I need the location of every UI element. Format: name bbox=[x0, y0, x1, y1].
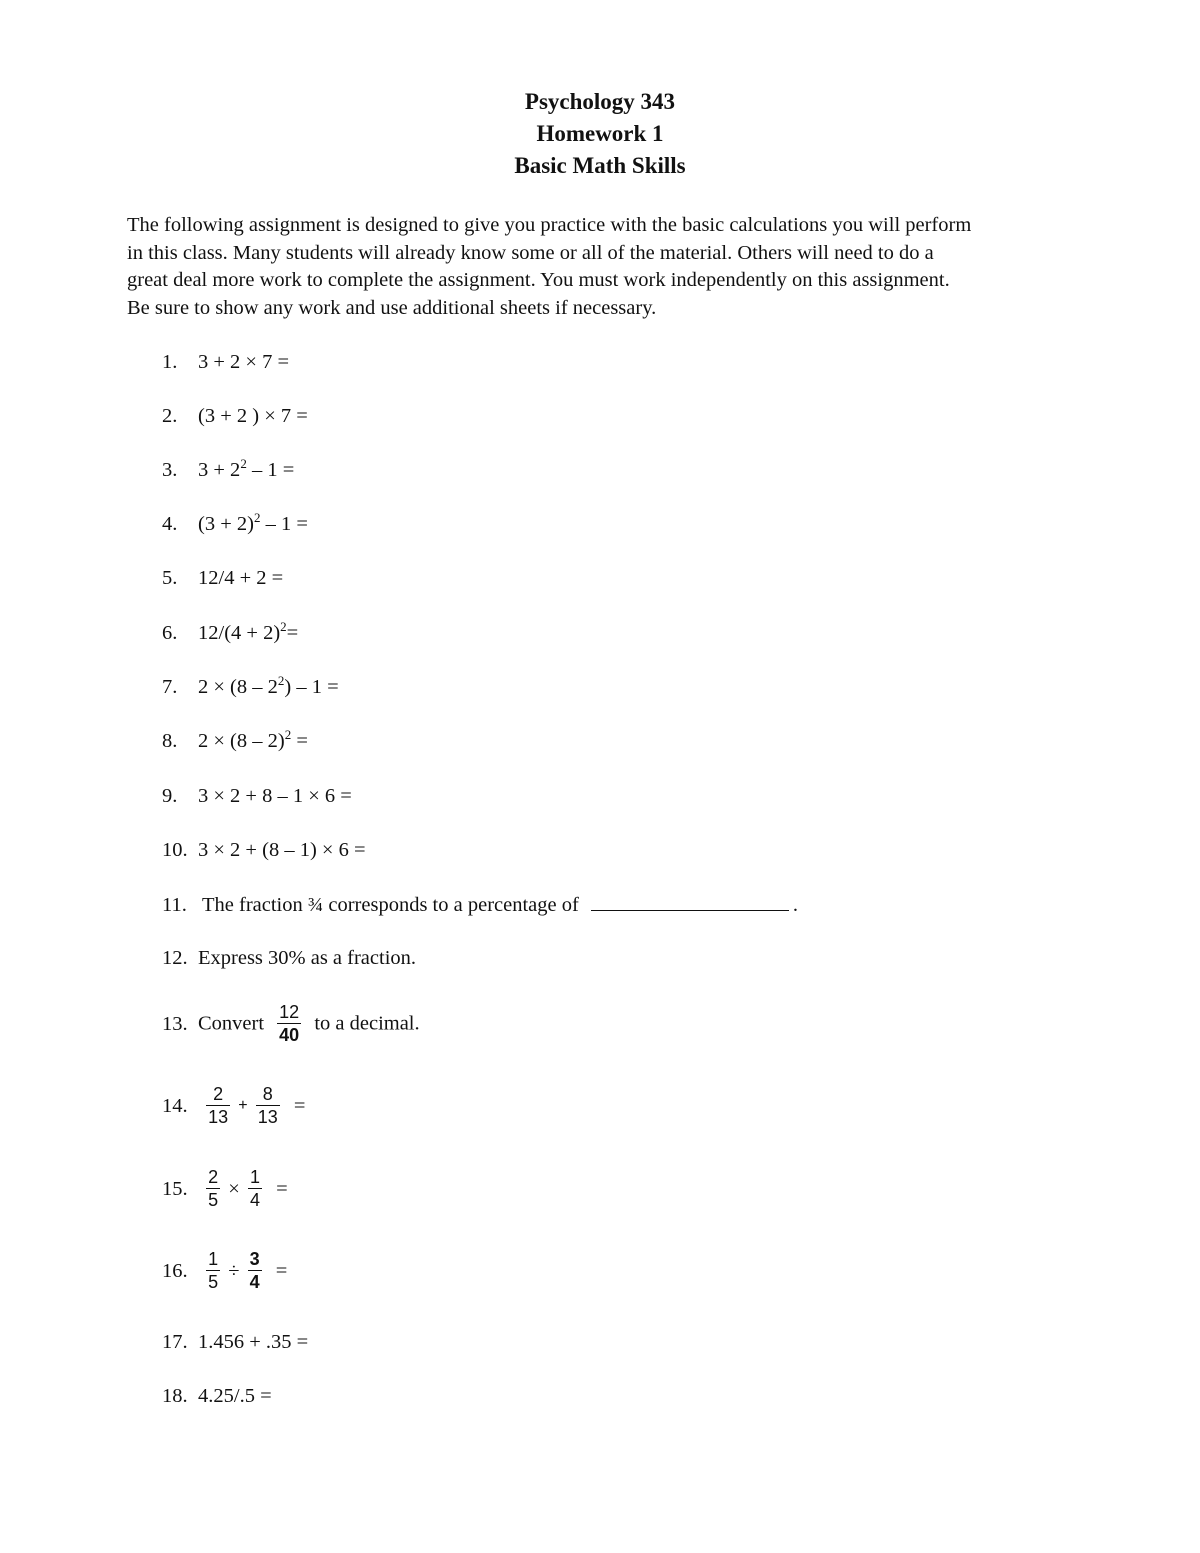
question-7 bbox=[162, 675, 339, 699]
equals: = bbox=[293, 1094, 306, 1117]
question-number: 13. bbox=[162, 1012, 188, 1035]
question-6 bbox=[162, 621, 298, 645]
denominator: 5 bbox=[208, 1272, 219, 1292]
assignment-title: Homework 1 bbox=[536, 121, 664, 146]
operator: ÷ bbox=[228, 1259, 240, 1282]
question-14 bbox=[162, 1083, 305, 1128]
question-number: 3. bbox=[162, 459, 178, 481]
topic-title: Basic Math Skills bbox=[514, 153, 686, 178]
question-expression-end: ) – 1 = bbox=[284, 676, 339, 698]
exponent: 2 bbox=[253, 510, 261, 526]
numerator: 3 bbox=[249, 1249, 260, 1269]
fraction bbox=[277, 1001, 301, 1046]
fraction-2 bbox=[248, 1166, 262, 1211]
denominator: 4 bbox=[249, 1272, 260, 1292]
question-11 bbox=[162, 892, 798, 917]
exponent: 2 bbox=[284, 727, 292, 743]
question-13 bbox=[162, 1001, 420, 1046]
denominator: 4 bbox=[249, 1190, 260, 1210]
denominator: 40 bbox=[279, 1025, 300, 1045]
question-number: 4. bbox=[162, 513, 178, 535]
question-expression: 3 × 2 + 8 – 1 × 6 = bbox=[198, 785, 352, 807]
question-expression: 12/4 + 2 = bbox=[198, 567, 284, 589]
equals: = bbox=[275, 1259, 288, 1282]
question-number: 16. bbox=[162, 1259, 188, 1282]
question-expression: 3 + 2 × 7 = bbox=[198, 351, 290, 373]
question-2 bbox=[162, 404, 308, 428]
question-number: 12. bbox=[162, 947, 188, 969]
question-9 bbox=[162, 784, 352, 808]
question-18 bbox=[162, 1384, 272, 1408]
question-number: 15. bbox=[162, 1177, 188, 1200]
exponent: 2 bbox=[277, 673, 285, 689]
numerator: 12 bbox=[279, 1002, 300, 1022]
question-17 bbox=[162, 1330, 308, 1354]
question-expression: 4.25/.5 = bbox=[198, 1385, 272, 1407]
question-number: 14. bbox=[162, 1094, 188, 1117]
question-expression-end: – 1 = bbox=[246, 459, 295, 481]
intro-line: in this class. Many students will already know some or all of the material. Others will need to do a bbox=[127, 241, 934, 264]
question-number: 5. bbox=[162, 567, 178, 589]
question-number: 17. bbox=[162, 1331, 188, 1353]
question-text: The fraction ¾ corresponds to a percentage of bbox=[202, 894, 579, 916]
question-number: 6. bbox=[162, 622, 178, 644]
exponent: 2 bbox=[280, 619, 287, 635]
question-expression: (3 + 2) bbox=[198, 513, 254, 535]
answer-blank[interactable] bbox=[591, 892, 789, 911]
question-expression: 1.456 + .35 = bbox=[198, 1331, 309, 1353]
question-number: 18. bbox=[162, 1385, 188, 1407]
question-number: 8. bbox=[162, 730, 178, 752]
title-block bbox=[0, 86, 1200, 182]
fraction-1 bbox=[206, 1083, 230, 1128]
equals: = bbox=[276, 1177, 288, 1200]
denominator: 13 bbox=[208, 1107, 229, 1127]
question-number: 11. bbox=[162, 894, 187, 916]
question-number: 9. bbox=[162, 785, 178, 807]
exponent: 2 bbox=[240, 456, 247, 472]
question-text: Convert bbox=[198, 1012, 265, 1035]
course-title: Psychology 343 bbox=[524, 89, 676, 114]
intro-line: Be sure to show any work and use additional sheets if necessary. bbox=[127, 296, 657, 319]
numerator: 2 bbox=[213, 1084, 224, 1104]
denominator: 13 bbox=[257, 1107, 278, 1127]
question-text-end: . bbox=[792, 894, 798, 916]
fraction-1 bbox=[206, 1248, 220, 1293]
question-text-end: to a decimal. bbox=[314, 1012, 420, 1035]
numerator: 8 bbox=[262, 1084, 273, 1104]
fraction-2 bbox=[248, 1248, 262, 1293]
numerator: 2 bbox=[208, 1167, 219, 1187]
question-text: Express 30% as a fraction. bbox=[198, 947, 417, 969]
question-number: 1. bbox=[162, 351, 178, 373]
question-expression: 3 + 2 bbox=[198, 459, 241, 481]
question-expression-end: – 1 = bbox=[260, 513, 308, 535]
operator: + bbox=[238, 1096, 248, 1114]
question-16 bbox=[162, 1248, 287, 1293]
fraction-1 bbox=[206, 1166, 220, 1211]
question-number: 7. bbox=[162, 676, 178, 698]
question-expression-end: = bbox=[286, 622, 299, 644]
question-expression: (3 + 2 ) × 7 = bbox=[198, 405, 308, 427]
denominator: 5 bbox=[208, 1190, 219, 1210]
question-8 bbox=[162, 729, 308, 753]
question-expression-end: = bbox=[291, 730, 308, 752]
fraction-2 bbox=[256, 1083, 280, 1128]
question-number: 10. bbox=[162, 839, 188, 861]
operator: × bbox=[228, 1177, 240, 1200]
question-expression: 3 × 2 + (8 – 1) × 6 = bbox=[198, 839, 366, 861]
question-12 bbox=[162, 946, 416, 970]
question-15 bbox=[162, 1166, 288, 1211]
intro-paragraph bbox=[127, 212, 1117, 322]
numerator: 1 bbox=[249, 1167, 260, 1187]
question-4 bbox=[162, 512, 308, 536]
question-expression: 2 × (8 – 2) bbox=[198, 730, 285, 752]
intro-line: great deal more work to complete the assignment. You must work independently on this assignment. bbox=[127, 269, 950, 291]
question-number: 2. bbox=[162, 405, 178, 427]
question-expression: 2 × (8 – 2 bbox=[198, 676, 278, 698]
question-10 bbox=[162, 838, 366, 862]
question-1 bbox=[162, 350, 289, 374]
question-expression: 12/(4 + 2) bbox=[198, 622, 281, 644]
intro-line: The following assignment is designed to give you practice with the basic calculations you will perform bbox=[127, 214, 972, 236]
numerator: 1 bbox=[208, 1249, 219, 1269]
question-3 bbox=[162, 458, 294, 482]
question-5 bbox=[162, 566, 283, 590]
